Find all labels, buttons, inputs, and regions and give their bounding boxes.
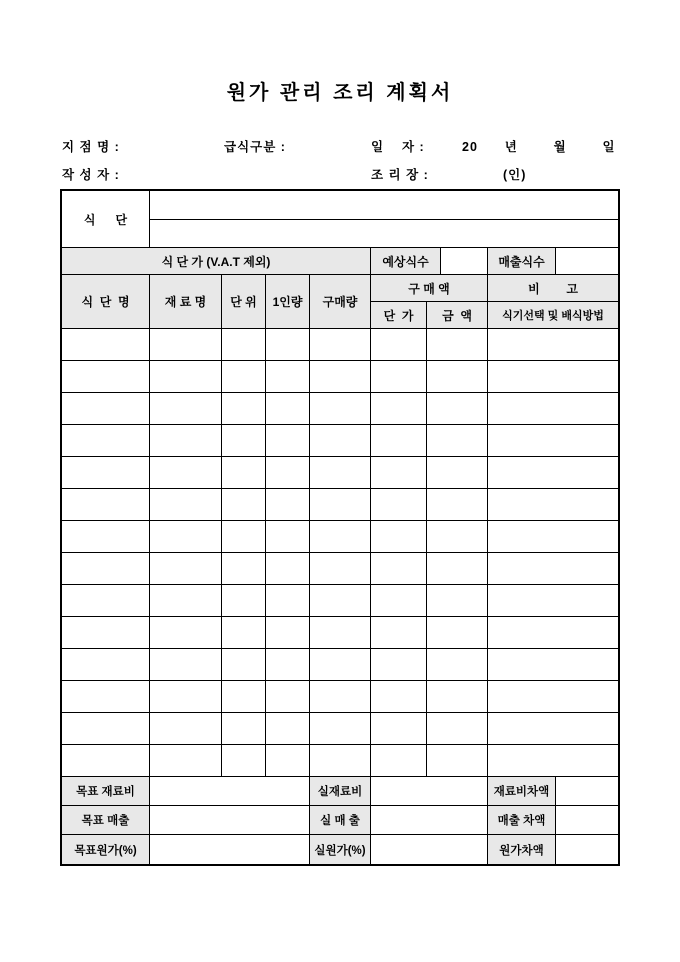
body-cell: [62, 713, 150, 745]
body-cell: [62, 329, 150, 361]
purchase-amount-subheader: [371, 302, 488, 329]
body-cell: [427, 681, 488, 713]
body-cell: [488, 713, 618, 745]
body-cell: [62, 617, 150, 649]
table-header: [62, 275, 618, 329]
body-cell: [427, 745, 488, 777]
body-cell: [266, 713, 310, 745]
body-cell: [310, 425, 371, 457]
menu-lines: [150, 191, 618, 248]
body-cell: [266, 745, 310, 777]
body-cell: [310, 681, 371, 713]
summary-actual-label: 실 매 출: [310, 806, 371, 835]
body-cell: [371, 617, 427, 649]
sales-meals-label-cell: 매출식수: [488, 248, 556, 275]
body-cell: [62, 457, 150, 489]
body-cell: [488, 457, 618, 489]
body-cell: [310, 489, 371, 521]
body-cell: [310, 393, 371, 425]
branch-name-label: 지 점 명 :: [62, 140, 120, 154]
summary-target-label: 목표 재료비: [62, 777, 150, 806]
body-cell: [150, 585, 222, 617]
body-cell: [371, 713, 427, 745]
body-cell: [222, 329, 266, 361]
body-cell: [371, 585, 427, 617]
body-cell: [488, 681, 618, 713]
summary-row-material: [62, 777, 618, 806]
body-cell: [427, 425, 488, 457]
body-cell: [62, 521, 150, 553]
body-cell: [310, 713, 371, 745]
body-cell: [488, 585, 618, 617]
col-group-remarks: [488, 275, 618, 329]
body-cell: [222, 489, 266, 521]
summary-actual-label: 실원가(%): [310, 835, 371, 864]
body-cell: [222, 521, 266, 553]
table-body: [62, 329, 618, 777]
col-header-remarks-sub: 식기선택 및 배식방법: [488, 302, 618, 329]
body-cell: [488, 649, 618, 681]
body-cell: [427, 617, 488, 649]
body-cell: [266, 425, 310, 457]
col-header-purchase-qty: 구매량: [310, 275, 371, 329]
body-cell: [62, 393, 150, 425]
body-cell: [371, 425, 427, 457]
body-cell: [427, 649, 488, 681]
body-cell: [150, 425, 222, 457]
col-group-purchase-amount: [371, 275, 488, 329]
price-row: [62, 248, 618, 275]
body-cell: [150, 713, 222, 745]
body-cell: [371, 649, 427, 681]
body-cell: [371, 681, 427, 713]
body-cell: [488, 745, 618, 777]
table-row: [62, 489, 618, 521]
body-cell: [266, 681, 310, 713]
col-header-amount: 금 액: [427, 302, 488, 329]
body-cell: [371, 393, 427, 425]
summary-row-sales: [62, 806, 618, 835]
body-cell: [266, 489, 310, 521]
body-cell: [371, 745, 427, 777]
body-cell: [427, 585, 488, 617]
table-row: [62, 553, 618, 585]
summary-target-value: [150, 835, 310, 864]
body-cell: [488, 329, 618, 361]
date-value: 20 년 월 일: [462, 140, 616, 154]
summary-diff-value: [556, 806, 618, 835]
body-cell: [310, 745, 371, 777]
body-cell: [310, 553, 371, 585]
body-cell: [266, 329, 310, 361]
body-cell: [150, 649, 222, 681]
menu-line-1: [150, 191, 618, 220]
body-cell: [150, 329, 222, 361]
body-cell: [310, 361, 371, 393]
summary-diff-value: [556, 835, 618, 864]
col-header-remarks: 비 고: [488, 275, 618, 302]
body-cell: [371, 329, 427, 361]
page-title: 원가 관리 조리 계획서: [226, 82, 454, 104]
body-cell: [427, 457, 488, 489]
expected-meals-value-cell: [441, 248, 488, 275]
table-row: [62, 681, 618, 713]
body-cell: [266, 553, 310, 585]
body-cell: [222, 425, 266, 457]
body-cell: [427, 713, 488, 745]
body-cell: [222, 361, 266, 393]
body-cell: [62, 649, 150, 681]
table-row: [62, 649, 618, 681]
body-cell: [150, 553, 222, 585]
body-cell: [427, 521, 488, 553]
body-cell: [222, 585, 266, 617]
body-cell: [150, 681, 222, 713]
menu-label-cell: 식 단: [62, 191, 150, 248]
body-cell: [266, 649, 310, 681]
body-cell: [266, 457, 310, 489]
body-cell: [62, 745, 150, 777]
summary-actual-label: 실재료비: [310, 777, 371, 806]
menu-row: [62, 191, 618, 248]
body-cell: [222, 649, 266, 681]
body-cell: [266, 521, 310, 553]
summary-diff-label: 매출 차액: [488, 806, 556, 835]
body-cell: [150, 393, 222, 425]
body-cell: [488, 521, 618, 553]
body-cell: [371, 489, 427, 521]
table-row: [62, 585, 618, 617]
summary-diff-value: [556, 777, 618, 806]
body-cell: [62, 681, 150, 713]
body-cell: [488, 361, 618, 393]
summary-target-label: 목표원가(%): [62, 835, 150, 864]
body-cell: [62, 489, 150, 521]
col-header-unit: 단 위: [222, 275, 266, 329]
summary-actual-value: [371, 777, 488, 806]
body-cell: [310, 329, 371, 361]
body-cell: [427, 489, 488, 521]
table-row: [62, 617, 618, 649]
body-cell: [222, 617, 266, 649]
col-header-ingredient: 재 료 명: [150, 275, 222, 329]
body-cell: [266, 393, 310, 425]
body-cell: [488, 425, 618, 457]
expected-meals-label-cell: 예상식수: [371, 248, 441, 275]
body-cell: [266, 361, 310, 393]
summary-actual-value: [371, 806, 488, 835]
body-cell: [150, 457, 222, 489]
body-cell: [222, 713, 266, 745]
body-cell: [488, 393, 618, 425]
body-cell: [427, 329, 488, 361]
body-cell: [62, 553, 150, 585]
sales-meals-value-cell: [556, 248, 618, 275]
summary-row-cost-rate: [62, 835, 618, 864]
body-cell: [310, 521, 371, 553]
body-cell: [62, 361, 150, 393]
table-row: [62, 329, 618, 361]
col-header-per-person: 1인량: [266, 275, 310, 329]
seal-label: (인): [503, 168, 527, 182]
col-header-menu-name: 식 단 명: [62, 275, 150, 329]
col-header-unit-price: 단 가: [371, 302, 427, 329]
summary-diff-label: 원가차액: [488, 835, 556, 864]
summary-target-value: [150, 806, 310, 835]
body-cell: [150, 617, 222, 649]
body-cell: [222, 681, 266, 713]
body-cell: [427, 553, 488, 585]
date-label: 일 자 :: [371, 140, 425, 154]
body-cell: [371, 361, 427, 393]
chef-label: 조 리 장 :: [371, 168, 429, 182]
table-row: [62, 457, 618, 489]
body-cell: [310, 649, 371, 681]
col-header-purchase-amount: 구 매 액: [371, 275, 488, 302]
body-cell: [310, 585, 371, 617]
body-cell: [266, 617, 310, 649]
summary-target-value: [150, 777, 310, 806]
body-cell: [150, 521, 222, 553]
table-row: [62, 361, 618, 393]
body-cell: [222, 553, 266, 585]
summary-actual-value: [371, 835, 488, 864]
body-cell: [488, 489, 618, 521]
table-row: [62, 425, 618, 457]
summary-diff-label: 재료비차액: [488, 777, 556, 806]
meal-type-label: 급식구분 :: [224, 140, 286, 154]
body-cell: [310, 457, 371, 489]
body-cell: [371, 457, 427, 489]
body-cell: [222, 745, 266, 777]
form-table: [60, 189, 620, 866]
body-cell: [427, 361, 488, 393]
body-cell: [371, 553, 427, 585]
menu-price-label-cell: 식 단 가 (V.A.T 제외): [62, 248, 371, 275]
body-cell: [427, 393, 488, 425]
body-cell: [488, 617, 618, 649]
body-cell: [150, 489, 222, 521]
table-row: [62, 521, 618, 553]
body-cell: [150, 361, 222, 393]
body-cell: [222, 393, 266, 425]
table-row: [62, 745, 618, 777]
table-row: [62, 713, 618, 745]
body-cell: [310, 617, 371, 649]
body-cell: [266, 585, 310, 617]
body-cell: [62, 425, 150, 457]
author-label: 작 성 자 :: [62, 168, 120, 182]
body-cell: [62, 585, 150, 617]
menu-line-2: [150, 220, 618, 249]
table-row: [62, 393, 618, 425]
body-cell: [222, 457, 266, 489]
body-cell: [488, 553, 618, 585]
body-cell: [150, 745, 222, 777]
body-cell: [371, 521, 427, 553]
summary-target-label: 목표 매출: [62, 806, 150, 835]
